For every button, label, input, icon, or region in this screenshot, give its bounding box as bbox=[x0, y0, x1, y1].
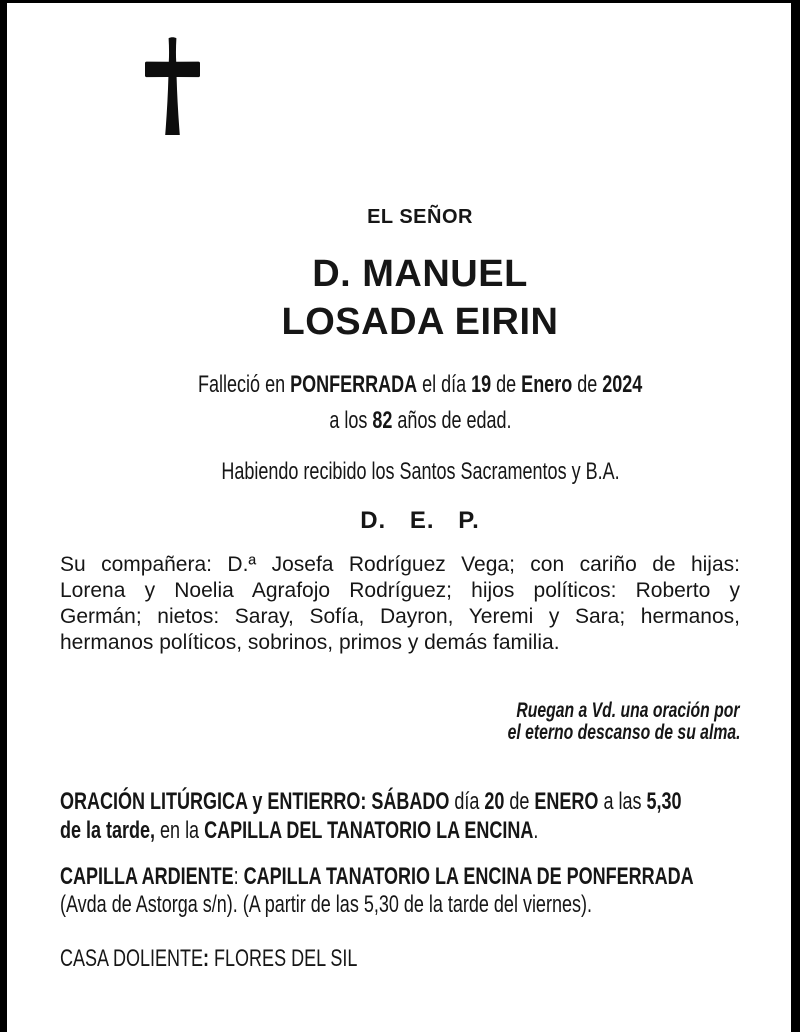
family-paragraph bbox=[60, 552, 740, 656]
death-place: PONFERRADA bbox=[289, 371, 417, 398]
wake-address: (Avda de Astorga s/n). (A partir de las 5,30 de la tarde del viernes). bbox=[60, 891, 592, 918]
deceased-name-line-2: LOSADA EIRIN bbox=[281, 301, 559, 343]
death-text: de bbox=[572, 371, 603, 398]
death-text: Falleció en bbox=[197, 371, 290, 398]
age-text: años de edad. bbox=[391, 407, 512, 434]
funeral-chapel: CAPILLA DEL TANATORIO LA ENCINA bbox=[204, 817, 534, 844]
funeral-text: día bbox=[449, 788, 485, 815]
wake-chapel: CAPILLA TANATORIO LA ENCINA DE PONFERRADA bbox=[243, 863, 694, 890]
funeral-time-cont: de la tarde, bbox=[60, 817, 156, 844]
death-day: 19 bbox=[470, 371, 492, 398]
death-month: Enero bbox=[521, 371, 573, 398]
funeral-announcement bbox=[60, 787, 740, 845]
funeral-text: en la bbox=[155, 817, 205, 844]
funeral-text: . bbox=[533, 817, 539, 844]
mourning-home-line bbox=[60, 944, 740, 974]
mourning-home-label: CASA DOLIENTE bbox=[60, 945, 204, 972]
funeral-time: 5,30 bbox=[646, 788, 682, 815]
dep-text: D. E. P. bbox=[360, 507, 480, 534]
wake-announcement bbox=[60, 863, 740, 919]
funeral-day: 20 bbox=[484, 788, 505, 815]
funeral-heading: ORACIÓN LITÚRGICA y ENTIERRO: SÁBADO bbox=[60, 788, 450, 815]
sacraments-text: Habiendo recibido los Santos Sacramentos y B.A. bbox=[220, 458, 620, 485]
family-line: hermanos políticos, sobrinos, primos y demás familia. bbox=[60, 631, 560, 654]
dep-abbreviation bbox=[60, 506, 780, 536]
prayer-line-1: Ruegan a Vd. una oración por bbox=[516, 699, 740, 722]
death-year: 2024 bbox=[602, 371, 643, 398]
honorific bbox=[60, 205, 780, 229]
age-text: a los bbox=[328, 407, 372, 434]
funeral-text: a las bbox=[598, 788, 647, 815]
age-line bbox=[60, 406, 780, 436]
wake-line-2 bbox=[60, 891, 740, 919]
funeral-text: de bbox=[504, 788, 535, 815]
prayer-line-2: el eterno descanso de su alma. bbox=[507, 721, 740, 744]
death-date-line bbox=[60, 370, 780, 400]
honorific-text: EL SEÑOR bbox=[367, 206, 473, 228]
funeral-month: ENERO bbox=[534, 788, 599, 815]
deceased-name-line-1: D. MANUEL bbox=[312, 253, 528, 295]
wake-text: : bbox=[233, 863, 244, 890]
mourning-home-value: FLORES DEL SIL bbox=[209, 945, 358, 972]
family-line: Lorena y Noelia Agrafojo Rodríguez; hijos políticos: Roberto y bbox=[60, 579, 740, 602]
family-line: Su compañera: D.ª Josefa Rodríguez Vega; con cariño de hijas: bbox=[60, 553, 740, 576]
sacraments-line bbox=[60, 457, 780, 487]
death-text: de bbox=[491, 371, 522, 398]
cross-icon bbox=[145, 37, 200, 135]
wake-heading: CAPILLA ARDIENTE bbox=[60, 863, 234, 890]
mourning-home-colon: : bbox=[203, 945, 210, 972]
prayer-request bbox=[60, 700, 740, 744]
funeral-line-1 bbox=[60, 787, 740, 816]
funeral-line-2 bbox=[60, 816, 740, 845]
deceased-name bbox=[60, 250, 780, 346]
wake-line-1 bbox=[60, 863, 740, 891]
family-line: Germán; nietos: Saray, Sofía, Dayron, Yeremi y Sara; hermanos, bbox=[60, 605, 740, 628]
death-text: el día bbox=[416, 371, 471, 398]
age-value: 82 bbox=[371, 407, 392, 434]
